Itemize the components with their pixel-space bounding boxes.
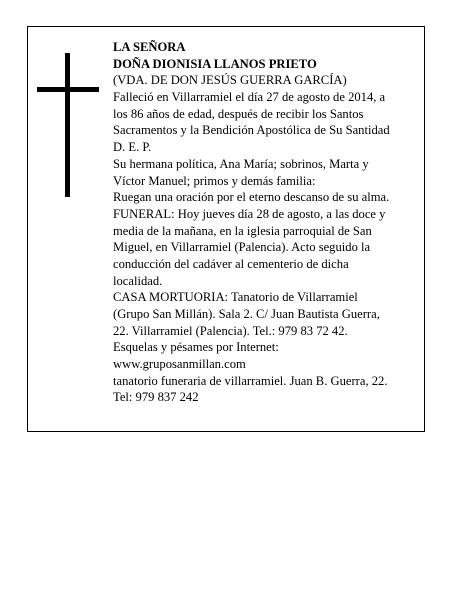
mortuary-line: 22. Villarramiel (Palencia). Tel.: 979 83 72 42.	[113, 323, 348, 338]
funeral-line: media de la mañana, en la iglesia parroquial de San	[113, 223, 372, 238]
body-line: D. E. P.	[113, 140, 152, 155]
widow-of-line: (VDA. DE DON JESÚS GUERRA GARCÍA)	[113, 73, 347, 88]
body-line: Su hermana política, Ana María; sobrinos, Marta y	[113, 156, 369, 171]
cross-vertical-bar	[65, 53, 70, 197]
deceased-name: DOÑA DIONISIA LLANOS PRIETO	[113, 56, 317, 71]
obituary-text	[113, 39, 419, 406]
funeral-line: FUNERAL: Hoy jueves día 28 de agosto, a las doce y	[113, 206, 386, 221]
cross-horizontal-bar	[37, 87, 99, 92]
website-line: www.gruposanmillan.com	[113, 357, 246, 372]
phone-line: Tel: 979 837 242	[113, 390, 199, 405]
mortuary-line: CASA MORTUORIA: Tanatorio de Villarramiel	[113, 290, 358, 305]
body-line: Ruegan una oración por el eterno descanso de su alma.	[113, 190, 390, 205]
body-line: Víctor Manuel; primos y demás familia:	[113, 173, 316, 188]
funeral-line: conducción del cadáver al cementerio de dicha	[113, 256, 349, 271]
funeral-line: Miguel, en Villarramiel (Palencia). Acto seguido la	[113, 240, 371, 255]
body-line: los 86 años de edad, después de recibir los Santos	[113, 106, 364, 121]
funeral-line: localidad.	[113, 273, 163, 288]
body-line: Sacramentos y la Bendición Apostólica de Su Santidad	[113, 123, 390, 138]
internet-line: Esquelas y pésames por Internet:	[113, 340, 279, 355]
cross-icon	[37, 53, 99, 197]
heading-title: LA SEÑORA	[113, 40, 186, 54]
funeral-home-line: tanatorio funeraria de villarramiel. Juan B. Guerra, 22.	[113, 373, 388, 388]
mortuary-line: (Grupo San Millán). Sala 2. C/ Juan Bautista Guerra,	[113, 307, 380, 321]
body-line: Falleció en Villarramiel el día 27 de agosto de 2014, a	[113, 90, 386, 105]
